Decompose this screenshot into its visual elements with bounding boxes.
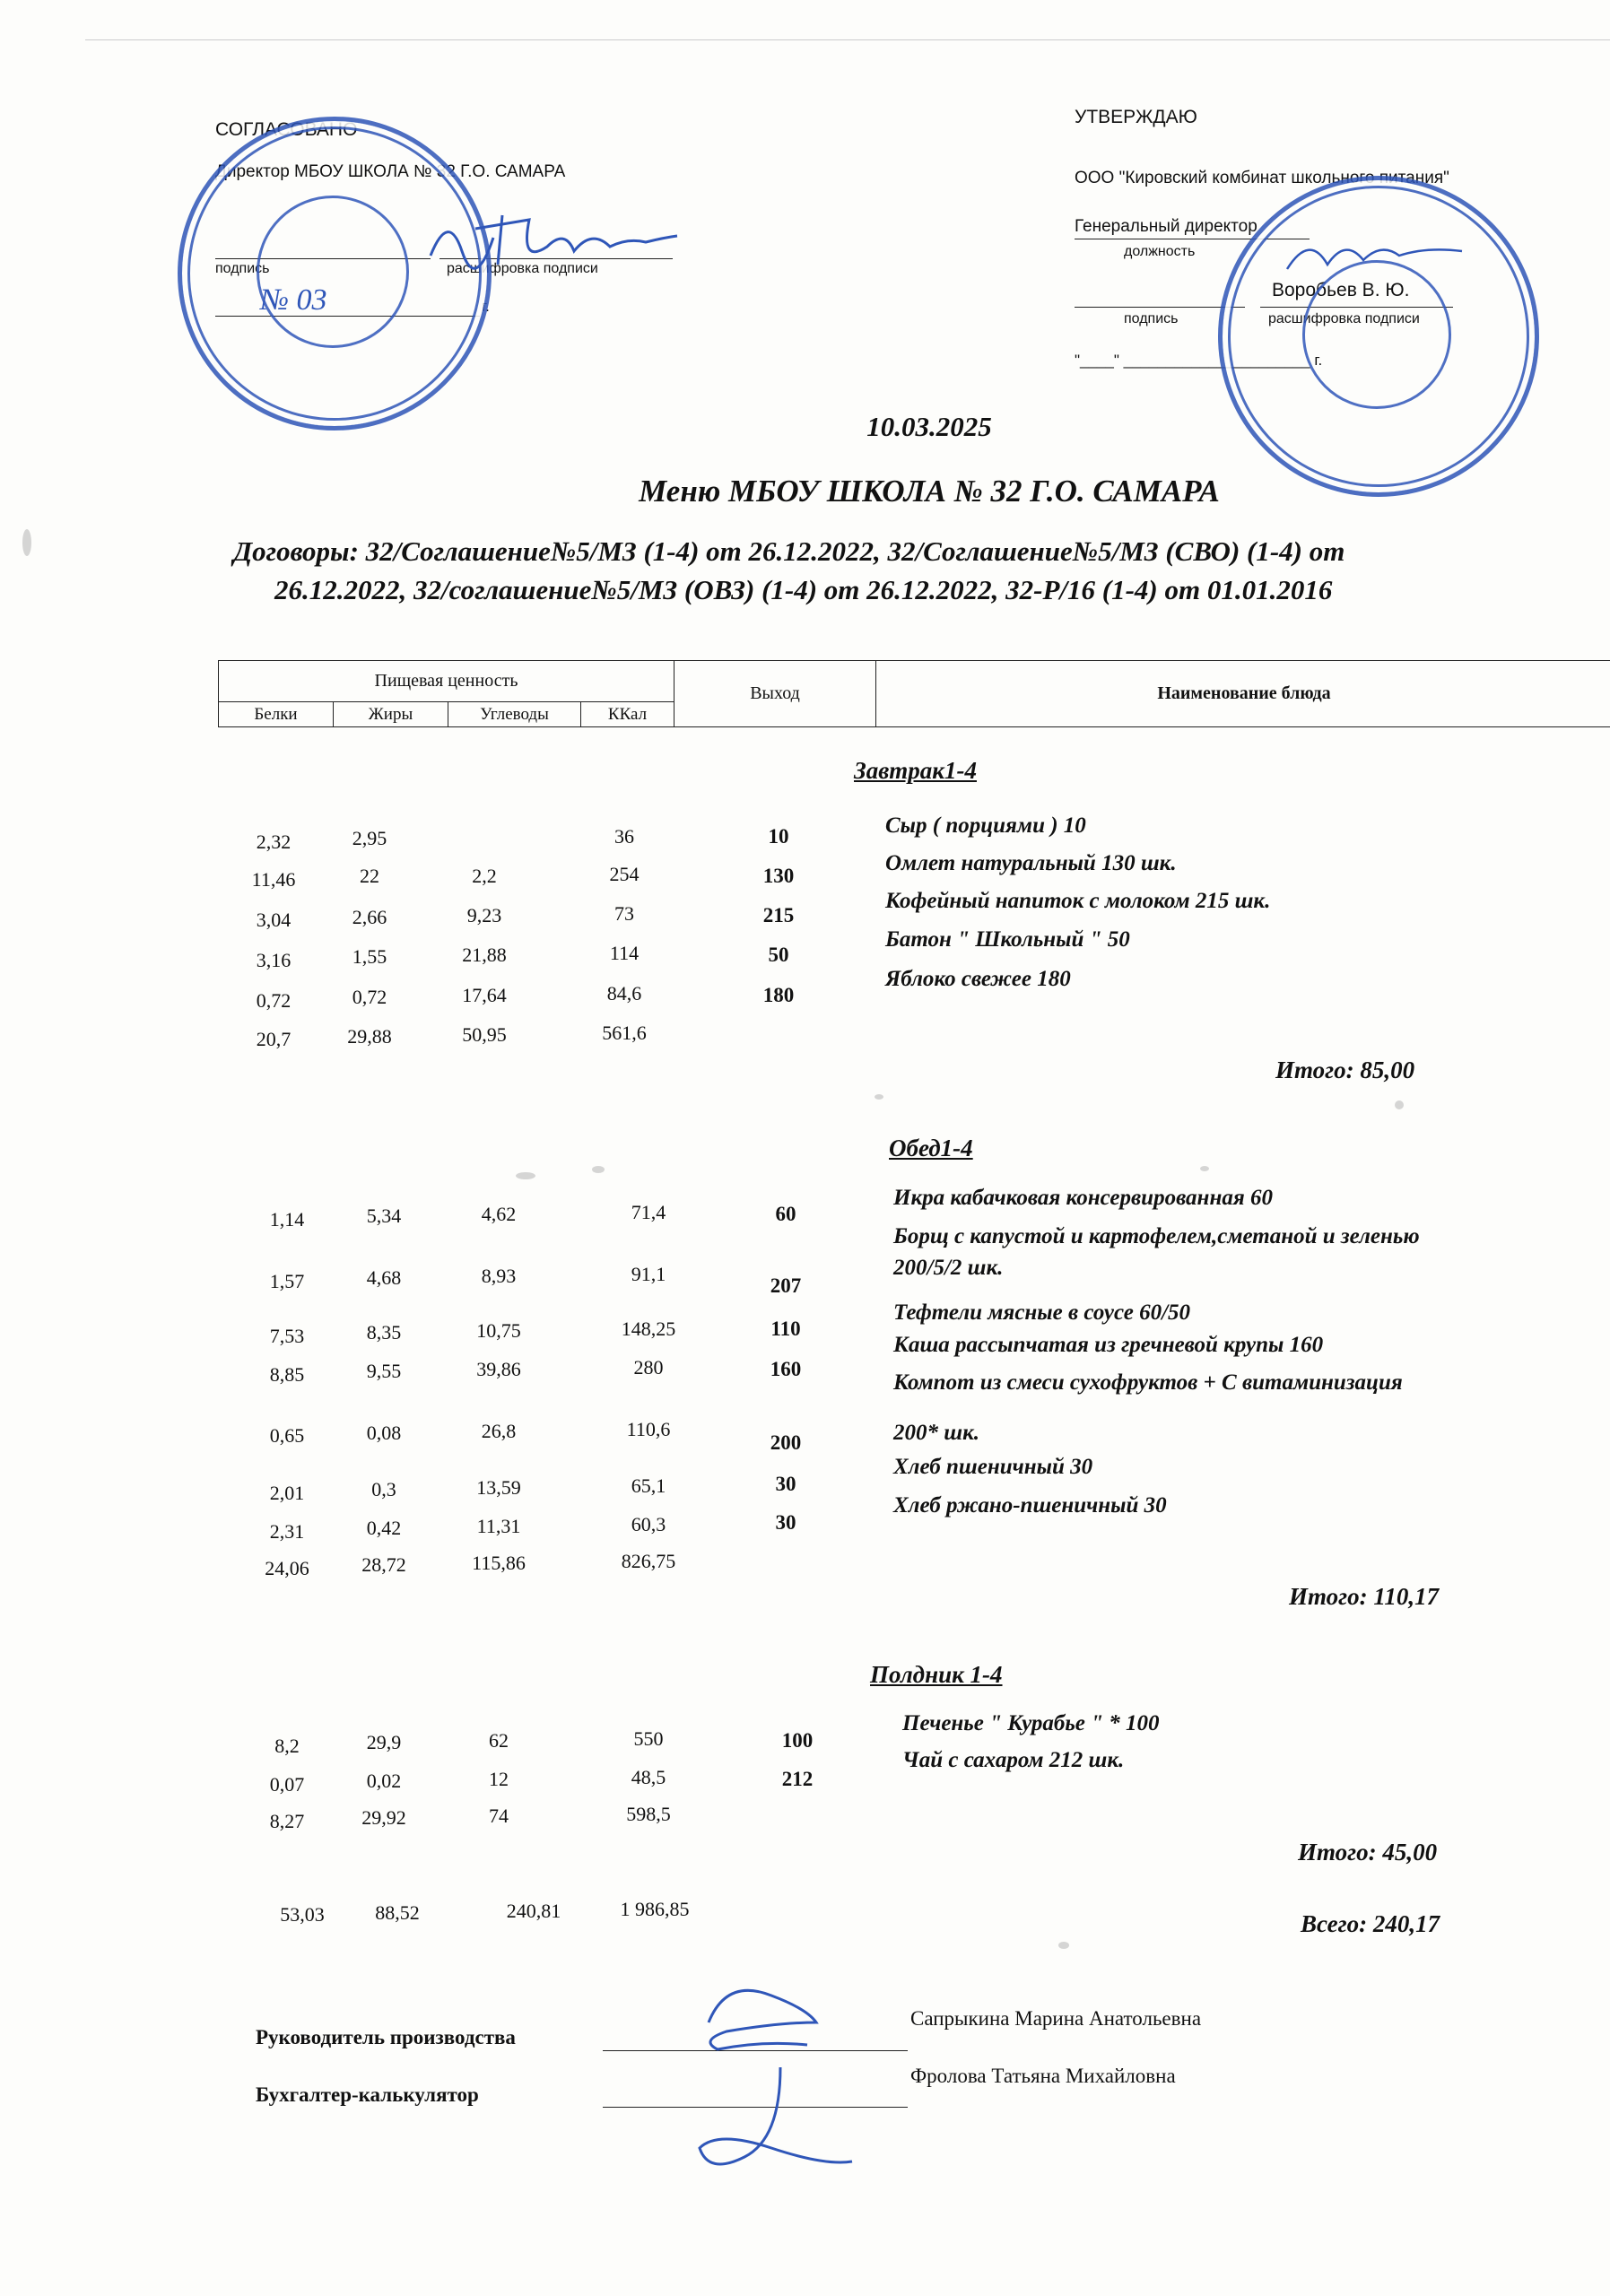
dish-name: Батон " Школьный " 50 (885, 927, 1130, 952)
dish-name: Яблоко свежее 180 (885, 967, 1071, 991)
signature-role-accountant: Бухгалтер-калькулятор (256, 2083, 479, 2106)
menu-table-header (218, 660, 1610, 727)
dish-name: Чай с сахаром 212 шк. (902, 1748, 1125, 1772)
bottom-signature (673, 1969, 870, 2193)
section-total-breakfast: Итого: 85,00 (1275, 1057, 1415, 1083)
header-kcal: ККал (581, 702, 674, 727)
header-nutrition: Пищевая ценность (219, 661, 674, 702)
dish-name-line2: 200/5/2 шк. (893, 1256, 1004, 1280)
approval-left-heading: СОГЛАСОВАНО (215, 119, 358, 140)
header-output: Выход (674, 661, 876, 727)
dish-name: Хлеб пшеничный 30 (893, 1455, 1093, 1479)
left-signature (422, 202, 682, 278)
approval-left-year: г. (482, 298, 490, 315)
approval-left-signature-caption: подпись (215, 261, 270, 276)
header-carbs: Углеводы (448, 702, 581, 727)
approval-right-org: ООО "Кировский комбинат школьного питания" (1075, 169, 1449, 187)
document-title: Меню МБОУ ШКОЛА № 32 Г.О. САМАРА (639, 474, 1220, 509)
contracts-line-2: 26.12.2022, 32/соглашение№5/МЗ (ОВЗ) (1-4) от 26.12.2022, 32-Р/16 (1-4) от 01.01.2016 (274, 574, 1333, 605)
dish-name: Компот из смеси сухофруктов + С витаминизация (893, 1370, 1403, 1395)
approval-right-decode-caption: расшифровка подписи (1268, 311, 1420, 326)
approval-right-signature-caption: подпись (1124, 311, 1179, 326)
dish-name: Икра кабачковая консервированная 60 (893, 1186, 1273, 1210)
dish-name: Сыр ( порциями ) 10 (885, 813, 1086, 838)
approval-right-heading: УТВЕРЖДАЮ (1075, 107, 1197, 127)
dish-name: Каша рассыпчатая из гречневой крупы 160 (893, 1333, 1324, 1357)
dish-name-line2: 200* шк. (893, 1421, 979, 1445)
dish-name: Кофейный напиток с молоком 215 шк. (885, 889, 1271, 913)
header-protein: Белки (219, 702, 334, 727)
approval-left-handwritten-date: № 03 (260, 283, 327, 317)
approval-right-name: Воробьев В. Ю. (1272, 280, 1410, 300)
section-title-lunch: Обед1-4 (889, 1135, 973, 1161)
dish-name: Хлеб ржано-пшеничный 30 (893, 1493, 1167, 1518)
section-title-snack: Полдник 1-4 (870, 1661, 1003, 1688)
document-date: 10.03.2025 (866, 411, 992, 442)
signature-name-accountant: Фролова Татьяна Михайловна (910, 2065, 1176, 2087)
approval-left-line1: Директор МБОУ ШКОЛА № 32 Г.О. САМАРА (215, 162, 566, 181)
contracts-line-1: Договоры: 32/Соглашение№5/МЗ (1-4) от 26.12.2022, 32/Соглашение№5/МЗ (СВО) (1-4) от (233, 535, 1345, 567)
header-dish-name: Наименование блюда (876, 661, 1610, 727)
dish-name: Омлет натуральный 130 шк. (885, 851, 1177, 875)
section-title-breakfast: Завтрак1-4 (854, 757, 977, 784)
approval-left-decode-caption: расшифровка подписи (447, 261, 598, 276)
left-stamp-inner (257, 196, 409, 348)
section-total-snack: Итого: 45,00 (1298, 1839, 1438, 1866)
dish-name: Тефтели мясные в соусе 60/50 (893, 1300, 1191, 1325)
right-signature (1283, 229, 1471, 283)
grand-total: Всего: 240,17 (1301, 1910, 1440, 1937)
approval-right-position-caption: должность (1124, 244, 1196, 259)
signature-name-production: Сапрыкина Марина Анатольевна (910, 2007, 1202, 2030)
approval-right-position: Генеральный директор (1075, 217, 1258, 236)
dish-name: Печенье " Курабье " * 100 (902, 1711, 1160, 1735)
section-total-lunch: Итого: 110,17 (1289, 1583, 1440, 1610)
signature-role-production: Руководитель производства (256, 2026, 516, 2048)
approval-right-date-line: "____" ______________________ г. (1075, 352, 1323, 369)
dish-name: Борщ с капустой и картофелем,сметаной и зеленью (893, 1224, 1420, 1248)
header-fat: Жиры (334, 702, 448, 727)
